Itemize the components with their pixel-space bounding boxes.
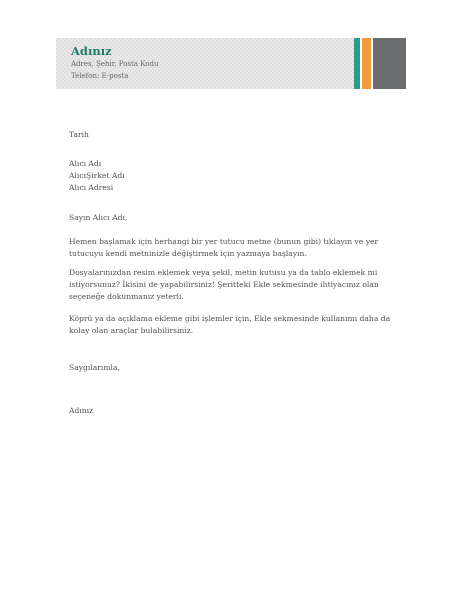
closing[interactable]: Saygılarımla, (69, 363, 120, 372)
paragraph-2-line-1[interactable]: Dosyalarınızdan resim eklemek veya şekil, metin kutusu ya da tablo eklemek mi (69, 268, 378, 277)
accent-stripe-gray (373, 38, 406, 89)
paragraph-1-line-1[interactable]: Hemen başlamak için herhangi bir yer tutucu metne (bunun gibi) tıklayın ve yer (69, 237, 379, 246)
paragraph-3-line-1[interactable]: Köprü ya da açıklama ekleme gibi işlemler için, Ekle sekmesinde kullanımı daha da (69, 314, 391, 323)
paragraph-3-line-2[interactable]: kolay olan araçlar bulabilirsiniz. (69, 326, 194, 335)
paragraph-2-line-3[interactable]: seçeneğe dokunmanız yeterli. (69, 292, 184, 301)
sender-name[interactable]: Adınız (71, 44, 112, 58)
recipient-company[interactable]: AlıcıŞirket Adı (69, 171, 125, 180)
accent-stripe-orange (362, 38, 371, 89)
signature[interactable]: Adınız (69, 406, 94, 415)
greeting[interactable]: Sayın Alıcı Adı, (69, 213, 128, 222)
sender-address[interactable]: Adres, Şehir, Posta Kodu (71, 60, 159, 68)
recipient-address[interactable]: Alıcı Adresi (69, 183, 114, 192)
letter-date[interactable]: Tarih (69, 130, 89, 139)
paragraph-2-line-2[interactable]: istiyorsunuz? İkisini de yapabilirsiniz! Şeritteki Ekle sekmesinde ihtiyacınız olan (69, 280, 379, 289)
paragraph-1-line-2[interactable]: tutucuyu kendi metninizle değiştirmek için yazmaya başlayın. (69, 249, 307, 258)
recipient-name[interactable]: Alıcı Adı (69, 159, 102, 168)
sender-contact[interactable]: Telefon: E-posta (71, 72, 129, 80)
